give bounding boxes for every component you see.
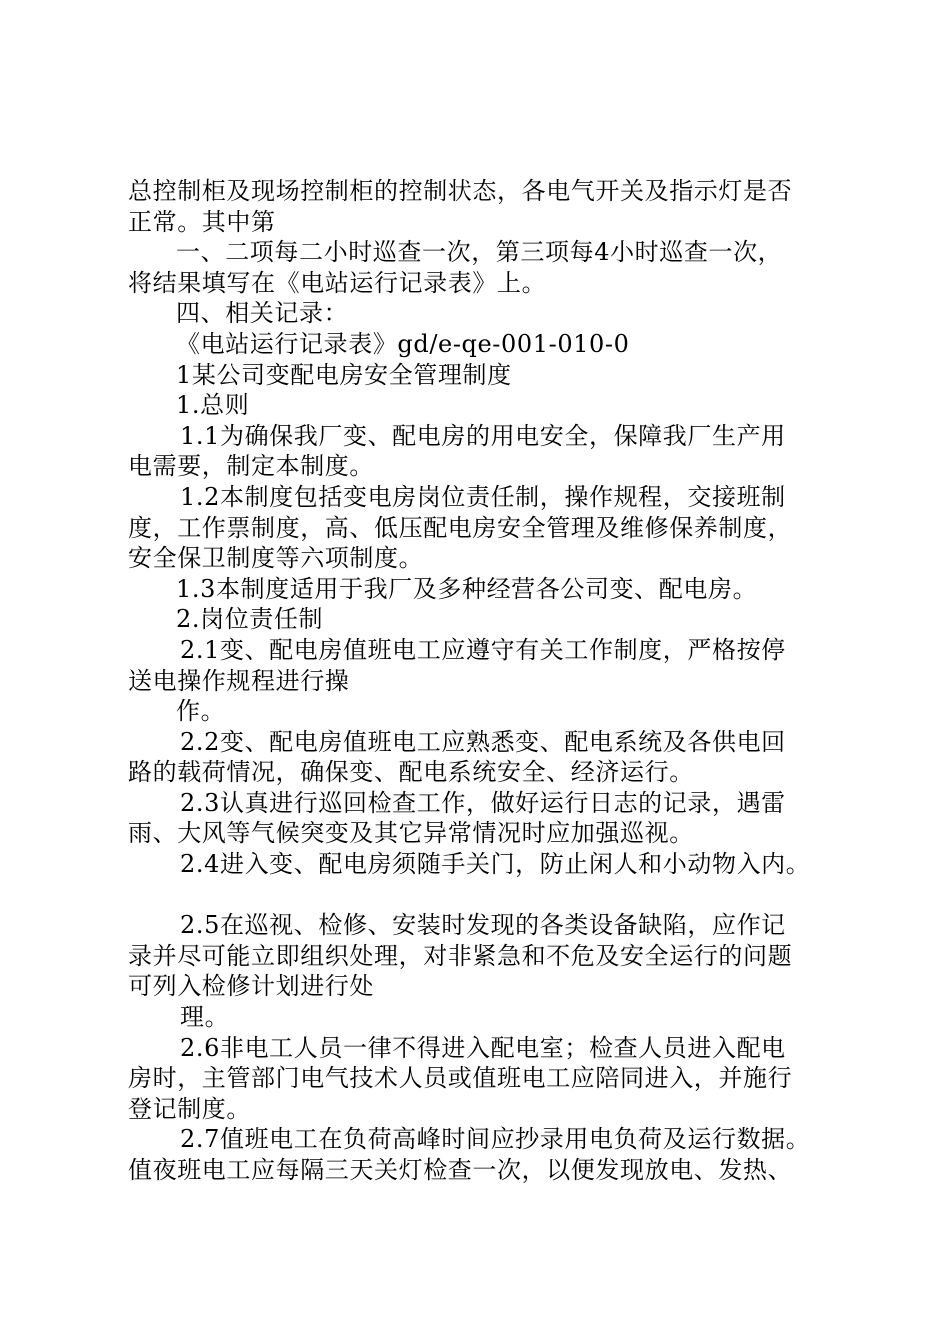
text-line: 一、二项每二小时巡查一次，第三项每4小时巡查一次，: [176, 238, 783, 267]
section-heading: 2.岗位责任制: [176, 605, 324, 634]
text-line: 2.7值班电工在负荷高峰时间应抄录用电负荷及运行数据。: [180, 1125, 811, 1154]
text-line: 1.1为确保我厂变、配电房的用电安全，保障我厂生产用: [180, 421, 786, 450]
text-line: 录并尽可能立即组织处理，对非紧急和不危及安全运行的问题: [128, 941, 793, 970]
document-title: 1某公司变配电房安全管理制度: [176, 360, 512, 389]
text-line: 总控制柜及现场控制柜的控制状态，各电气开关及指示灯是否: [128, 177, 793, 205]
text-line: 2.3认真进行巡回检查工作，做好运行日志的记录，遇雷: [180, 788, 786, 817]
document-body: [128, 176, 840, 1186]
text-line: 送电操作规程进行操: [128, 666, 350, 695]
text-line: 度，工作票制度，高、低压配电房安全管理及维修保养制度，: [128, 513, 793, 542]
text-line: 2.4进入变、配电房须随手关门，防止闲人和小动物入内。: [180, 850, 811, 879]
text-line: 房时，主管部门电气技术人员或值班电工应陪同进入，并施行: [128, 1064, 793, 1093]
text-line: 作。: [176, 697, 226, 726]
text-line: 2.2变、配电房值班电工应熟悉变、配电系统及各供电回: [180, 727, 786, 756]
section-heading: 四、相关记录：: [176, 299, 349, 328]
record-reference: 《电站运行记录表》gd/e-qe-001-010-0: [176, 329, 630, 358]
text-line: 安全保卫制度等六项制度。: [128, 544, 424, 573]
text-line: 电需要，制定本制度。: [128, 452, 374, 481]
paragraph-gap: [128, 880, 840, 911]
text-line: 路的载荷情况，确保变、配电系统安全、经济运行。: [128, 758, 694, 787]
text-line: 雨、大风等气候突变及其它异常情况时应加强巡视。: [128, 819, 694, 848]
text-line: 2.5在巡视、检修、安装时发现的各类设备缺陷，应作记: [180, 911, 786, 940]
text-line: 理。: [180, 1003, 230, 1032]
text-line: 1.2本制度包括变电房岗位责任制，操作规程，交接班制: [180, 482, 786, 511]
text-line: 1.3本制度适用于我厂及多种经营各公司变、配电房。: [176, 574, 758, 603]
text-line: 可列入检修计划进行处: [128, 972, 374, 1001]
section-heading: 1.总则: [176, 391, 250, 420]
text-line: 2.1变、配电房值班电工应遵守有关工作制度，严格按停: [180, 635, 786, 664]
text-line: 登记制度。: [128, 1094, 251, 1123]
text-line: 2.6非电工人员一律不得进入配电室；检查人员进入配电: [180, 1033, 786, 1062]
text-line: 值夜班电工应每隔三天关灯检查一次，以便发现放电、发热、: [128, 1156, 793, 1184]
text-line: 正常。其中第: [128, 207, 276, 236]
text-line: 将结果填写在《电站运行记录表》上。: [128, 268, 547, 297]
